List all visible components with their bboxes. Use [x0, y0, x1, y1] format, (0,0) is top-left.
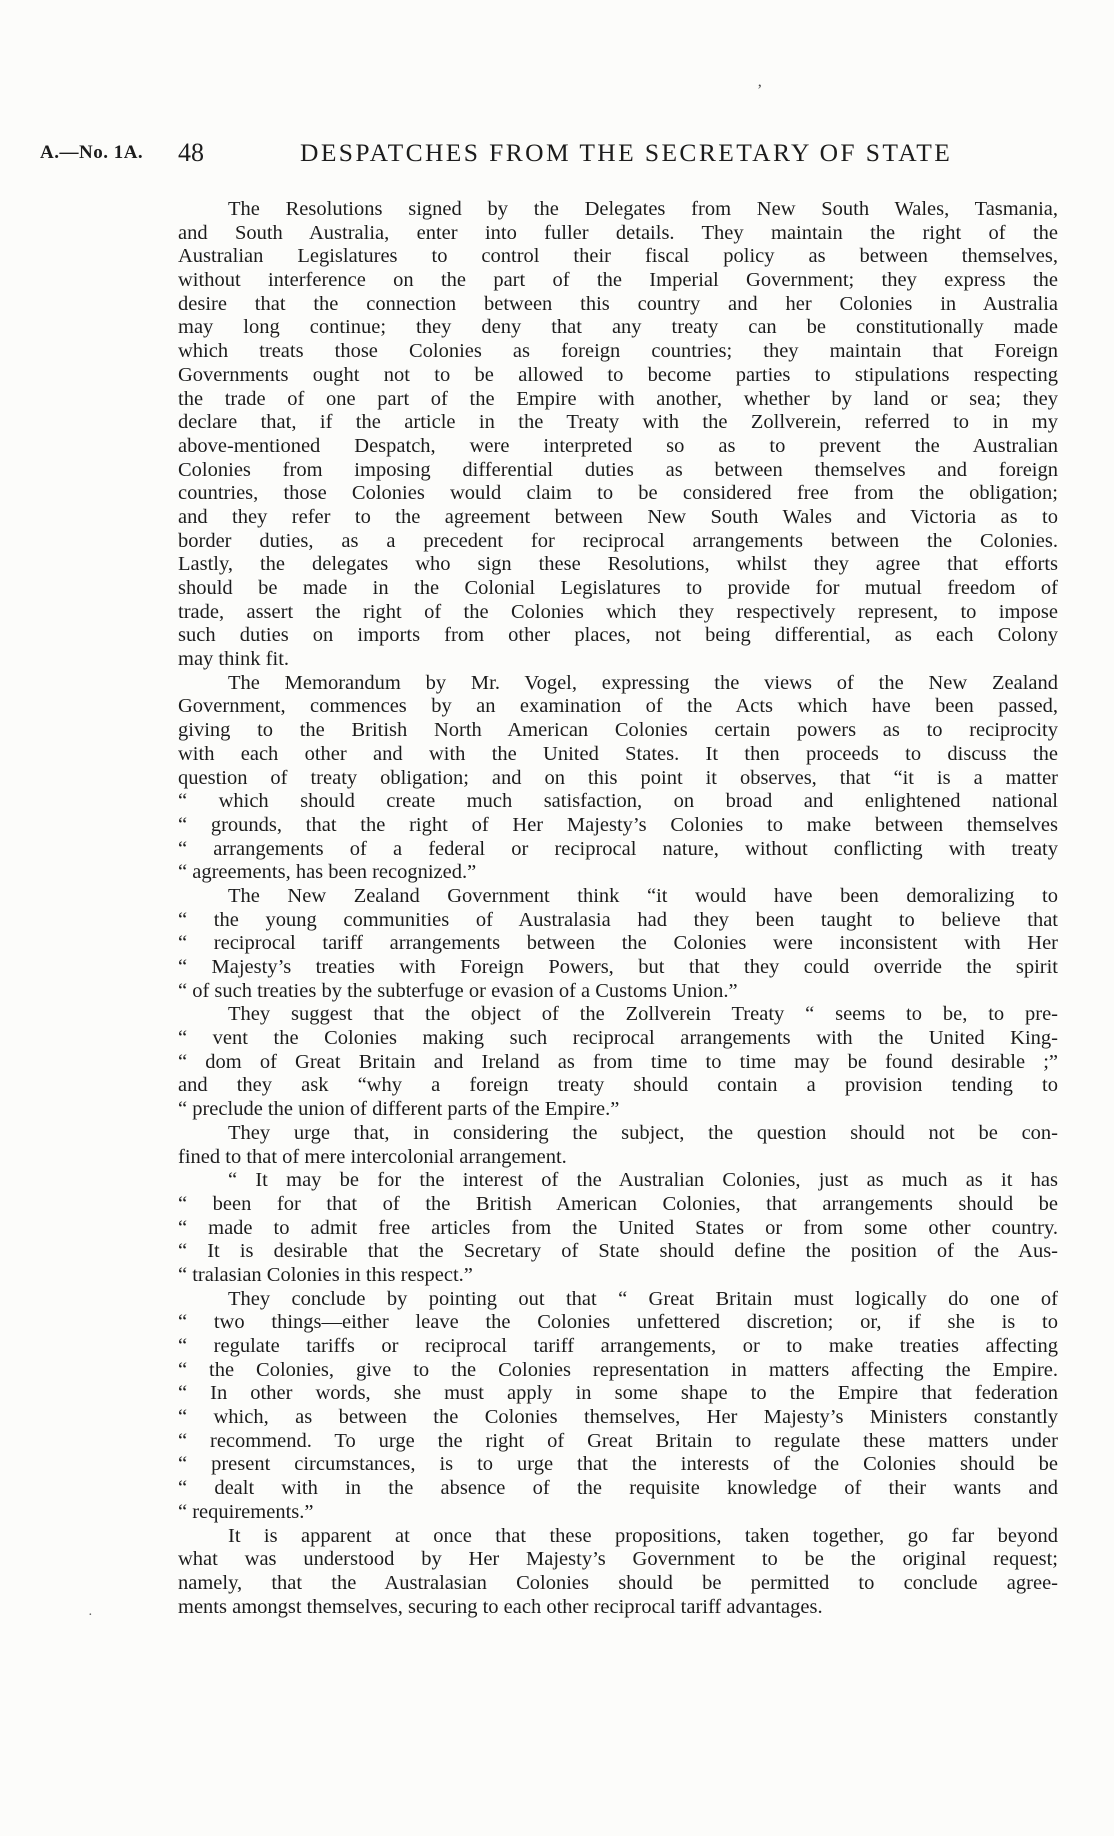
- text-line: Lastly, the delegates who sign these Resolutions, whilst they agree that efforts: [178, 553, 1058, 576]
- text-line: Governments ought not to be allowed to become parties to stipulations respecting: [178, 363, 1058, 386]
- text-line: “ of such treaties by the subterfuge or evasion of a Customs Union.”: [178, 979, 738, 1002]
- text-line: trade, assert the right of the Colonies which they respectively represent, to impose: [178, 600, 1058, 623]
- text-line: Government, commences by an examination of the Acts which have been passed,: [178, 695, 1058, 718]
- text-line: with each other and with the United States. It then proceeds to discuss the: [178, 742, 1058, 765]
- text-line: “ requirements.”: [178, 1500, 314, 1523]
- text-line: “ Majesty’s treaties with Foreign Powers, but that they could override the spirit: [178, 956, 1058, 978]
- paragraph: [178, 1169, 1058, 1287]
- text-line: The New Zealand Government think “it would have been demoralizing to: [228, 884, 1058, 907]
- text-line: “ the Colonies, give to the Colonies representation in matters affecting the Empire.: [178, 1358, 1058, 1381]
- text-line: the trade of one part of the Empire with another, whether by land or sea; they: [178, 387, 1058, 410]
- text-line: Colonies from imposing differential duties as between themselves and foreign: [178, 458, 1058, 481]
- paragraph: [178, 1525, 1058, 1620]
- text-line: “ grounds, that the right of Her Majesty’s Colonies to make between themselves: [178, 813, 1058, 836]
- text-line: and they refer to the agreement between New South Wales and Victoria as to: [178, 505, 1058, 528]
- text-line: “ two things—either leave the Colonies unfettered discretion; or, if she is to: [178, 1311, 1058, 1334]
- text-line: ments amongst themselves, securing to each other reciprocal tariff advantages.: [178, 1595, 823, 1618]
- text-line: “ dealt with in the absence of the requisite knowledge of their wants and: [178, 1477, 1058, 1500]
- text-line: fined to that of mere intercolonial arrangement.: [178, 1145, 567, 1168]
- text-line: They conclude by pointing out that “ Great Britain must logically do one of: [228, 1287, 1058, 1310]
- document-reference: A.—No. 1A.: [40, 142, 144, 163]
- text-line: may long continue; they deny that any treaty can be constitutionally made: [178, 316, 1058, 339]
- text-line: “ recommend. To urge the right of Great Britain to regulate these matters under: [178, 1429, 1058, 1452]
- text-line: declare that, if the article in the Treaty with the Zollverein, referred to in my: [178, 411, 1058, 434]
- text-line: “ been for that of the British American Colonies, that arrangements should be: [178, 1192, 1058, 1215]
- text-line: giving to the British North American Colonies certain powers as to reciprocity: [178, 719, 1058, 742]
- text-line: “ agreements, has been recognized.”: [178, 861, 477, 884]
- page-number: 48: [178, 138, 204, 167]
- text-line: such duties on imports from other places, not being differential, as each Colony: [178, 624, 1058, 647]
- text-line: without interference on the part of the Imperial Government; they express the: [178, 269, 1058, 292]
- text-line: “ arrangements of a federal or reciprocal nature, without conflicting with treaty: [178, 837, 1058, 860]
- text-line: “ which should create much satisfaction, on broad and enlightened national: [178, 790, 1058, 813]
- text-line: “ preclude the union of different parts of the Empire.”: [178, 1098, 620, 1121]
- text-line: Australian Legislatures to control their fiscal policy as between themselves,: [178, 245, 1058, 268]
- text-line: may think fit.: [178, 648, 290, 671]
- paragraph: [178, 672, 1058, 885]
- text-line: “ vent the Colonies making such reciprocal arrangements with the United King-: [178, 1027, 1058, 1050]
- text-line: “ tralasian Colonies in this respect.”: [178, 1263, 473, 1286]
- running-title: DESPATCHES FROM THE SECRETARY OF STATE: [300, 138, 953, 167]
- text-line: and South Australia, enter into fuller details. They maintain the right of the: [178, 221, 1058, 244]
- text-line: “ It is desirable that the Secretary of State should define the position of the Aus-: [178, 1240, 1058, 1263]
- text-line: should be made in the Colonial Legislatures to provide for mutual freedom of: [178, 577, 1058, 599]
- text-line: They suggest that the object of the Zollverein Treaty “ seems to be, to pre-: [228, 1003, 1058, 1026]
- text-line: above-mentioned Despatch, were interpreted so as to prevent the Australian: [178, 434, 1058, 457]
- text-line: which treats those Colonies as foreign countries; they maintain that Foreign: [178, 340, 1058, 363]
- text-line: “ regulate tariffs or reciprocal tariff arrangements, or to make treaties affecting: [178, 1335, 1058, 1357]
- margin-dot: ·: [88, 1608, 93, 1623]
- text-line: The Resolutions signed by the Delegates from New South Wales, Tasmania,: [228, 198, 1058, 220]
- text-line: They urge that, in considering the subject, the question should not be con-: [228, 1121, 1058, 1144]
- stray-mark: ʼ: [757, 82, 763, 99]
- text-line: The Memorandum by Mr. Vogel, expressing the views of the New Zealand: [228, 671, 1058, 694]
- paragraph: [178, 1003, 1058, 1121]
- body-text: [178, 198, 1058, 1619]
- text-line: desire that the connection between this country and her Colonies in Australia: [178, 292, 1058, 315]
- paragraph: [178, 1122, 1058, 1169]
- paragraph: [178, 1288, 1058, 1525]
- paragraph: [178, 885, 1058, 1003]
- text-line: border duties, as a precedent for reciprocal arrangements between the Colonies.: [178, 529, 1058, 552]
- text-line: “ made to admit free articles from the United States or from some other country.: [178, 1216, 1058, 1239]
- text-line: “ which, as between the Colonies themselves, Her Majesty’s Ministers constantly: [178, 1406, 1058, 1429]
- text-line: “ present circumstances, is to urge that the interests of the Colonies should be: [178, 1453, 1058, 1476]
- page-header: [0, 138, 1114, 172]
- text-line: It is apparent at once that these propositions, taken together, go far beyond: [228, 1524, 1058, 1547]
- paragraph: [178, 198, 1058, 672]
- text-line: “ reciprocal tariff arrangements between the Colonies were inconsistent with Her: [178, 932, 1058, 955]
- text-line: “ dom of Great Britain and Ireland as from time to time may be found desirable ;”: [178, 1050, 1058, 1073]
- text-line: and they ask “why a foreign treaty should contain a provision tending to: [178, 1074, 1058, 1097]
- text-line: what was understood by Her Majesty’s Government to be the original request;: [178, 1548, 1058, 1571]
- text-line: question of treaty obligation; and on this point it observes, that “it is a matter: [178, 766, 1058, 789]
- text-line: “ In other words, she must apply in some shape to the Empire that federation: [178, 1382, 1058, 1405]
- text-line: “ the young communities of Australasia had they been taught to believe that: [178, 908, 1058, 931]
- text-line: namely, that the Australasian Colonies should be permitted to conclude agree-: [178, 1571, 1058, 1594]
- text-line: countries, those Colonies would claim to be considered free from the obligation;: [178, 482, 1058, 505]
- text-line: “ It may be for the interest of the Australian Colonies, just as much as it has: [228, 1169, 1058, 1192]
